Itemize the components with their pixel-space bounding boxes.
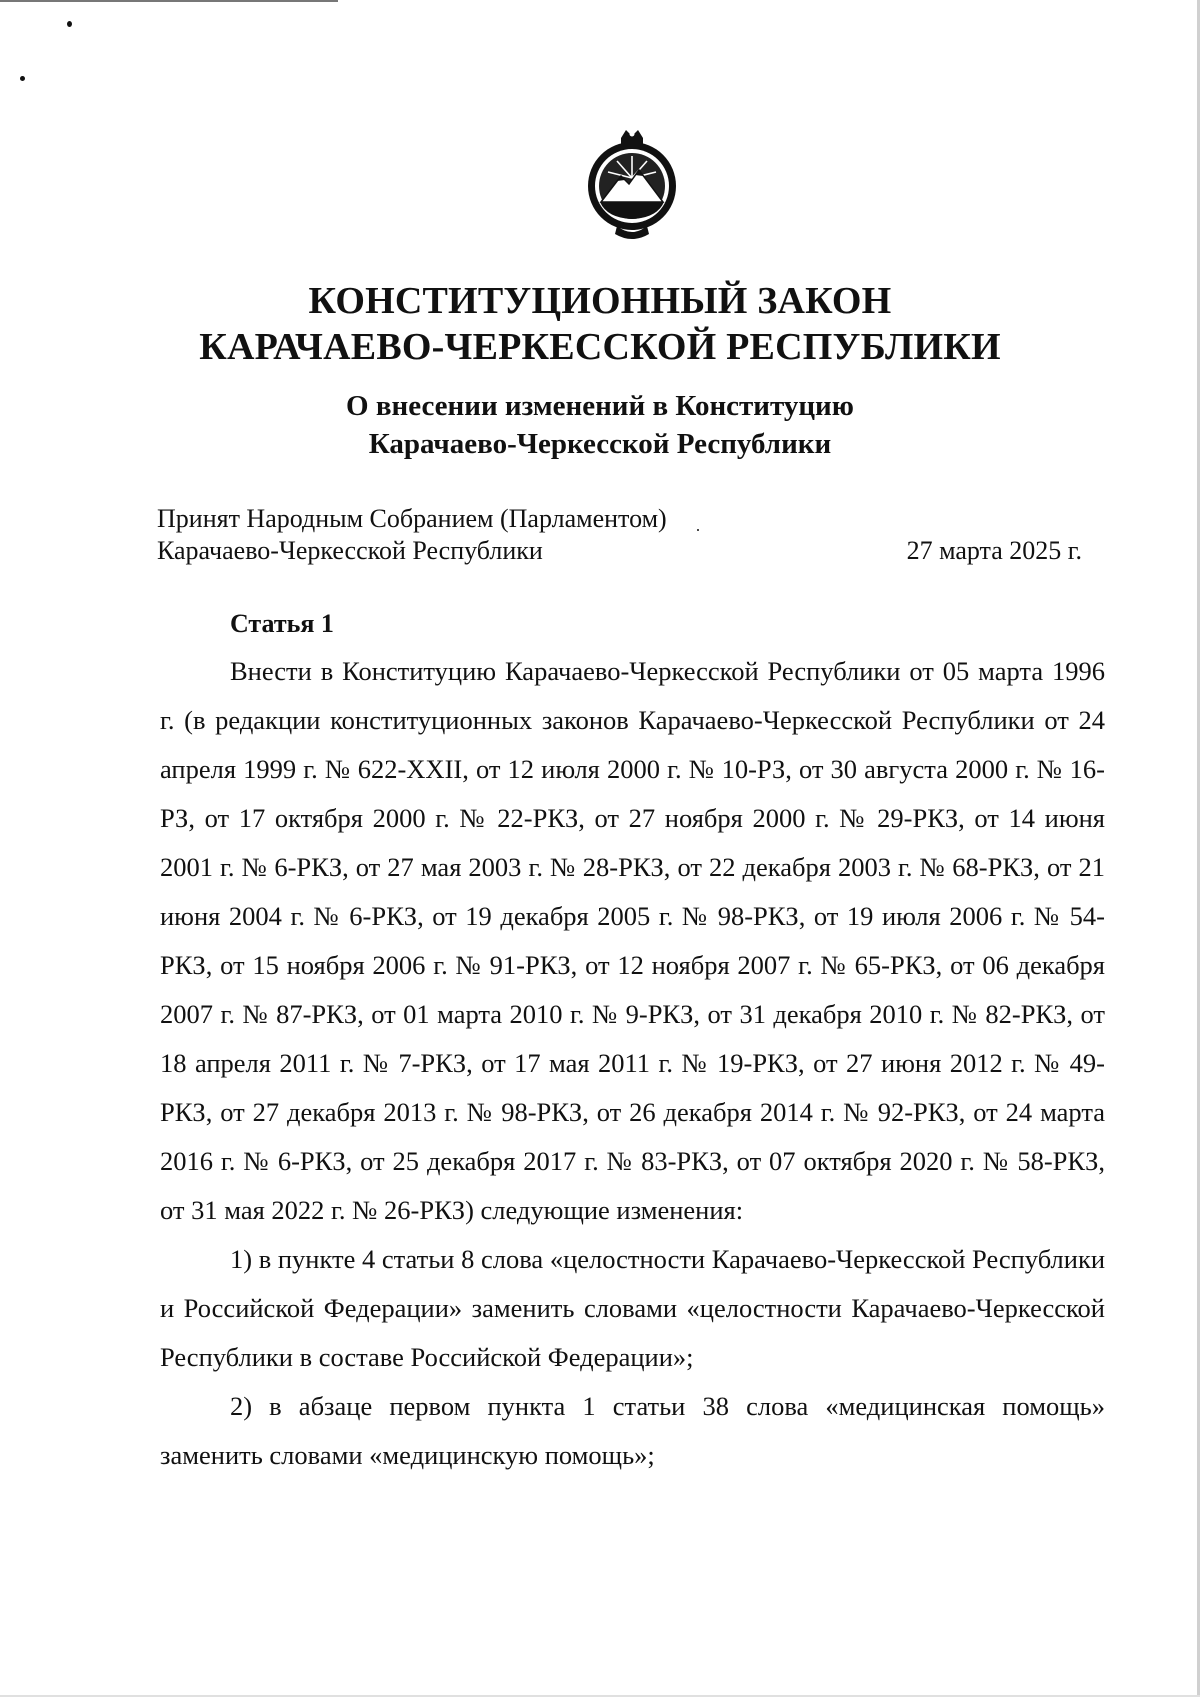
article-paragraph: 1) в пункте 4 статьи 8 слова «целостности Карачаево-Черкесской Республики и Российской Федерации» заменить словами «целостности Карачаево-Черкесской Республики в составе Российской Федерации»; [160,1244,1105,1372]
article-paragraph: Внести в Конституцию Карачаево-Черкесской Республики от 05 марта 1996 г. (в редакции конституционных законов Карачаево-Черкесской Республики от 24 апреля 1999 г. № 622-XXII, от 12 июля 2000 г. № 10-РЗ, от 30 августа 2000 г. № 16-РЗ, от 17 октября 2000 г. № 22-РКЗ, от 27 ноября 2000 г. № 29-РКЗ, от 14 июня 2001 г. № 6-РКЗ, от 27 мая 2003 г. № 28-РКЗ, от 22 декабря 2003 г. № 68-РКЗ, от 21 июня 2004 г. № 6-РКЗ, от 19 декабря 2005 г. № 98-РКЗ, от 19 июля 2006 г. № 54-РКЗ, от 15 ноября 2006 г. № 91-РКЗ, от 12 ноября 2007 г. № 65-РКЗ, от 06 декабря 2007 г. № 87-РКЗ, от 01 марта 2010 г. № 9-РКЗ, от 31 декабря 2010 г. № 82-РКЗ, от 18 апреля 2011 г. № 7-РКЗ, от 17 мая 2011 г. № 19-РКЗ, от 27 июня 2012 г. № 49-РКЗ, от 27 декабря 2013 г. № 98-РКЗ, от 26 декабря 2014 г. № 92-РКЗ, от 24 марта 2016 г. № 6-РКЗ, от 25 декабря 2017 г. № 83-РКЗ, от 07 октября 2020 г. № 58-РКЗ, от 31 мая 2022 г. № 26-РКЗ) следующие изменения: [160,656,1105,1225]
article-heading: Статья 1 [230,609,334,638]
adoption-date: 27 марта 2025 г. [906,536,1082,565]
law-title-line-2: КАРАЧАЕВО-ЧЕРКЕССКОЙ РЕСПУБЛИКИ [199,326,1001,368]
scan-edge-top [0,0,338,2]
law-subtitle-line-2: Карачаево-Черкесской Республики [368,428,832,460]
adoption-statement [157,503,667,567]
law-title-line-1: КОНСТИТУЦИОННЫЙ ЗАКОН [308,280,892,322]
law-subtitle-line-1: О внесении изменений в Конституцию [346,390,854,422]
law-title [0,278,1200,370]
karachay-cherkessia-coat-of-arms-icon [577,126,687,242]
scan-speck [697,529,699,531]
adoption-statement-line-2: Карачаево-Черкесской Республики [157,536,543,565]
adoption-statement-line-1: Принят Народным Собранием (Парламентом) [157,504,667,533]
article-body [160,647,1105,1480]
scan-speck [20,76,25,81]
article-paragraph: 2) в абзаце первом пункта 1 статьи 38 слова «медицинская помощь» заменить словами «медицинскую помощь»; [160,1391,1105,1470]
law-subtitle [0,387,1200,463]
scan-speck [67,21,72,27]
